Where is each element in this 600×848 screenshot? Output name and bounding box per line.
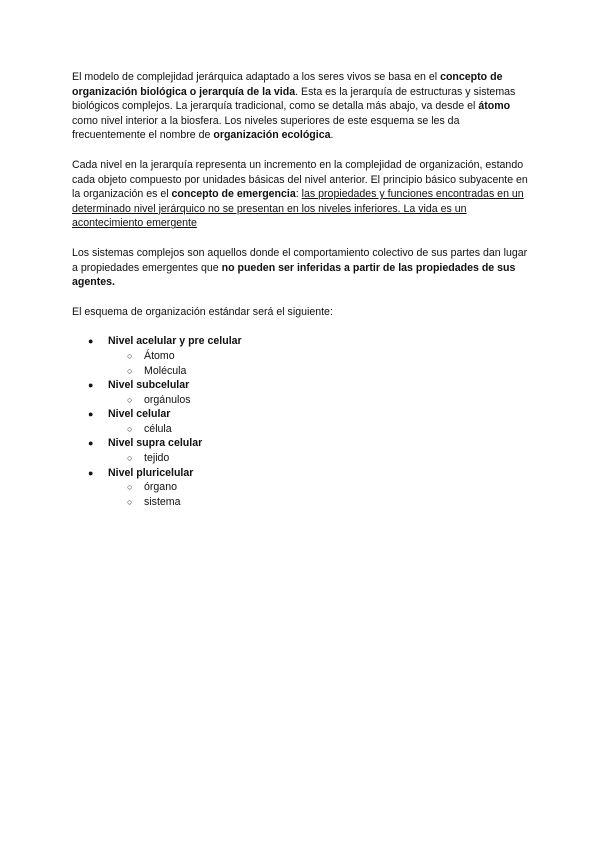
sub-list-item-label: órgano <box>144 481 177 494</box>
list-item <box>72 407 532 436</box>
paragraph-scheme <box>72 305 532 320</box>
list-item-label: Nivel pluricelular <box>108 466 194 479</box>
sub-list <box>108 480 532 509</box>
sub-list-item-label: Molécula <box>144 364 187 377</box>
sub-list <box>108 349 532 378</box>
bold-text: átomo <box>478 100 511 113</box>
list-item-label: Nivel supra celular <box>108 437 203 450</box>
paragraph-intro <box>72 70 532 143</box>
bold-text: concepto de emergencia <box>171 188 296 201</box>
sub-list-item-label: orgánulos <box>144 393 191 406</box>
circle-bullet-icon: ○ <box>127 496 133 507</box>
bold-text: no pueden ser inferidas a partir de las propiedades de sus agentes. <box>72 261 516 289</box>
sub-list-item-label: tejido <box>144 452 170 465</box>
sub-list-item-label: célula <box>144 422 172 435</box>
sub-list-item <box>108 364 532 379</box>
document-body <box>72 70 532 509</box>
sub-list-item <box>108 480 532 495</box>
list-item <box>72 378 532 407</box>
circle-bullet-icon: ○ <box>127 482 133 493</box>
list-item <box>72 466 532 510</box>
text: El modelo de complejidad jerárquica adaptado a los seres vivos se basa en el <box>72 71 441 83</box>
bullet-icon: ● <box>88 380 94 391</box>
bold-text: organización ecológica <box>213 129 331 142</box>
text: como nivel interior a la biosfera. Los niveles superiores de este esquema se les da frecuentemente el nombre de <box>72 114 460 142</box>
circle-bullet-icon: ○ <box>127 394 133 405</box>
circle-bullet-icon: ○ <box>127 423 133 434</box>
text: . <box>330 129 334 142</box>
paragraph-emergence <box>72 158 532 231</box>
sub-list-item <box>108 349 532 364</box>
list-item-label: Nivel subcelular <box>108 379 190 392</box>
bullet-icon: ● <box>88 438 94 449</box>
sub-list <box>108 422 532 437</box>
text: Cada nivel en la jerarquía representa un incremento en la complejidad de organización, estando cada objeto compuesto por unidades básicas del nivel anterior. El principio básico subyacente en la organización es el <box>72 158 528 201</box>
sub-list-item <box>108 451 532 466</box>
list-item <box>72 334 532 378</box>
sub-list-item <box>108 422 532 437</box>
bullet-icon: ● <box>88 336 94 347</box>
text: . Esta es la jerarquía de estructuras y sistemas biológicos complejos. La jerarquía tradicional, como se detalla más abajo, va desde el <box>72 85 516 113</box>
sub-list-item <box>108 495 532 510</box>
circle-bullet-icon: ○ <box>127 365 133 376</box>
text: El esquema de organización estándar será el siguiente: <box>72 305 333 318</box>
circle-bullet-icon: ○ <box>127 350 133 361</box>
sub-list-item-label: sistema <box>144 495 181 508</box>
paragraph-complex-systems <box>72 246 532 290</box>
list-item <box>72 436 532 465</box>
sub-list-item-label: Átomo <box>144 349 175 362</box>
underlined-text: las propiedades y funciones encontradas en un determinado nivel jerárquico no se presentan en los niveles inferiores. La vida es un acontecimiento emergente <box>72 188 524 230</box>
bold-text: concepto de organización biológica o jerarquía de la vida <box>72 71 503 98</box>
sub-list-item <box>108 393 532 408</box>
list-item-label: Nivel acelular y pre celular <box>108 335 242 348</box>
organization-levels-list <box>72 334 532 509</box>
text: : <box>295 188 302 201</box>
circle-bullet-icon: ○ <box>127 453 133 464</box>
bullet-icon: ● <box>88 409 94 420</box>
sub-list <box>108 393 532 408</box>
list-item-label: Nivel celular <box>108 408 171 421</box>
sub-list <box>108 451 532 466</box>
text: Los sistemas complejos son aquellos donde el comportamiento colectivo de sus partes dan lugar a propiedades emergentes que <box>72 246 528 274</box>
bullet-icon: ● <box>88 467 94 478</box>
